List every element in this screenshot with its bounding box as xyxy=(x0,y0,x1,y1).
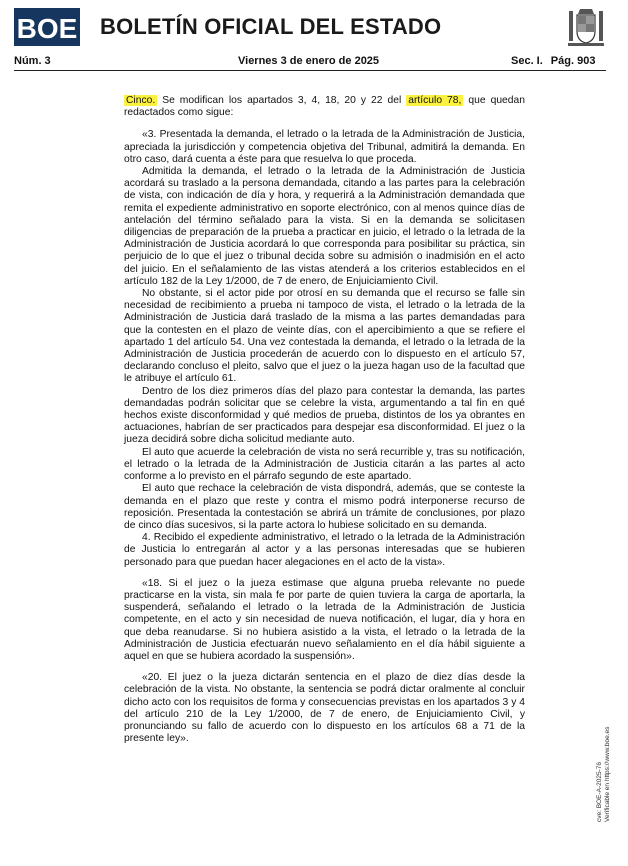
cve-code: cve: BOE-A-2025-76 xyxy=(596,762,603,822)
section-page xyxy=(511,55,595,67)
paragraph: El auto que rechace la celebración de vista dispondrá, además, que se conteste la demanda en el plazo que reste y contra el mismo podrá interponerse recurso de reposición. Presentada la contestación se abrirá un trámite de conclusiones, por plazo de cinco días sucesivos, si la parte actora lo hubiese solicitado en su demanda. xyxy=(124,483,525,531)
paragraph: «18. Si el juez o la jueza estimase que alguna prueba relevante no puede practicarse en la vista, sin mala fe por parte de quien tuviera la carga de aportarla, la suspenderá, señalando el letrado o la letrada de la Administración de Justicia competente, en el acto y sin necesidad de nueva notificación, el lugar, día y hora en que deba reanudarse. Si no hubiera asistido a la vista, el letrado o la letrada de la Administración de Justicia efectuarán nuevo señalamiento en el día hábil siguiente a aquel en que se hubiera acordado la suspensión». xyxy=(124,577,525,662)
intro-label: Cinco. xyxy=(126,95,156,106)
verification-note xyxy=(596,727,612,822)
intro-paragraph xyxy=(124,95,525,119)
paragraph: «3. Presentada la demanda, el letrado o la letrada de la Administración de Justicia, apreciada la jurisdicción y competencia objetiva del Tribunal, admitirá la demanda. En otro caso, dará cuenta a éste para que resuelva lo que proceda. xyxy=(124,129,525,165)
verification-link[interactable]: Verificable en https://www.boe.es xyxy=(604,726,611,822)
document-body xyxy=(124,95,525,745)
boe-logo xyxy=(14,8,80,46)
paragraph: No obstante, si el actor pide por otrosí en su demanda que el recurso se falle sin necesidad de recibimiento a prueba ni tampoco de vista, el letrado o la letrada de la Administración de Justicia dará traslado de la misma a las partes demandadas para que la contesten en el plazo de veinte días, con el apercibimiento a que se refiere el apartado 1 del artículo 54. Una vez contestada la demanda, el letrado o la letrada de la Administración de Justicia procederán de acuerdo con lo dispuesto en el artículo 57, declarando concluso el pleito, salvo que el juez o la jueza hagan uso de la facultad que le atribuye el artículo 61. xyxy=(124,288,525,385)
paragraph: El auto que acuerde la celebración de vista no será recurrible y, tras su notificación, el letrado o la letrada de la Administración de Justicia citarán a las partes al acto conforme a lo previsto en el párrafo segundo de este apartado. xyxy=(124,446,525,483)
intro-text-before: Se modifican los apartados 3, 4, 18, 20 y 22 del xyxy=(162,95,402,106)
intro-text-after: que quedan redactados como sigue: xyxy=(124,95,525,119)
highlighted-article: artículo 78, xyxy=(408,95,462,106)
boe-logo-text: BOE xyxy=(16,13,78,44)
paragraph: Dentro de los diez primeros días del plazo para contestar la demanda, las partes demandadas podrán solicitar que se celebre la vista, argumentando a tal fin en qué hechos existe disconformidad y qué medios de prueba, distintos de los ya obrantes en actuaciones, habrían de ser practicados para despejar esa disconformidad. El juez o la jueza decidirá sobre dicha solicitud mediante auto. xyxy=(124,385,525,446)
page-number: Pág. 903 xyxy=(550,55,596,67)
coat-of-arms-icon xyxy=(566,7,606,49)
issue-date: Viernes 3 de enero de 2025 xyxy=(238,55,380,67)
paragraph: «20. El juez o la jueza dictarán sentencia en el plazo de diez días desde la celebración de la vista. No obstante, la sentencia se podrá dictar oralmente al concluir dicho acto con los requisitos de forma y consecuencias previstas en los apartados 3 y 4 del artículo 210 de la Ley 1/2000, de 7 de enero, de Enjuiciamiento Civil, y pronunciando su fallo de acuerdo con lo dispuesto en los artículos 68 a 71 de la presente ley». xyxy=(124,672,525,745)
paragraph: 4. Recibido el expediente administrativo, el letrado o la letrada de la Administración de Justicia lo entregarán al actor y a las personas interesadas que se hubieren personado para que puedan hacer alegaciones en el acto de la vista». xyxy=(124,532,525,568)
amended-text xyxy=(124,129,525,745)
paragraph: Admitida la demanda, el letrado o la letrada de la Administración de Justicia acordará su traslado a la persona demandada, citando a las partes para la celebración de vista, con indicación de día y hora, y requerirá a la Administración demandada que remita el expediente administrativo en soporte electrónico, con al menos quince días de antelación del término señalado para la vista. Si en la demanda se solicitasen diligencias de preparación de la prueba a practicar en juicio, el letrado o la letrada de la Administración de Justicia acordará lo que corresponda para posibilitar su práctica, sin perjuicio de lo que el juez o tribunal decida sobre su admisión o inadmisión en el acto del juicio. En el señalamiento de las vistas atenderá a los criterios establecidos en el artículo 182 de la Ley 1/2000, de 7 de enero, de Enjuiciamiento Civil. xyxy=(124,166,525,287)
issue-number: Núm. 3 xyxy=(14,55,51,67)
section-label: Sec. I. xyxy=(511,55,543,67)
page-title: BOLETÍN OFICIAL DEL ESTADO xyxy=(100,14,442,39)
header-rule xyxy=(14,70,606,71)
